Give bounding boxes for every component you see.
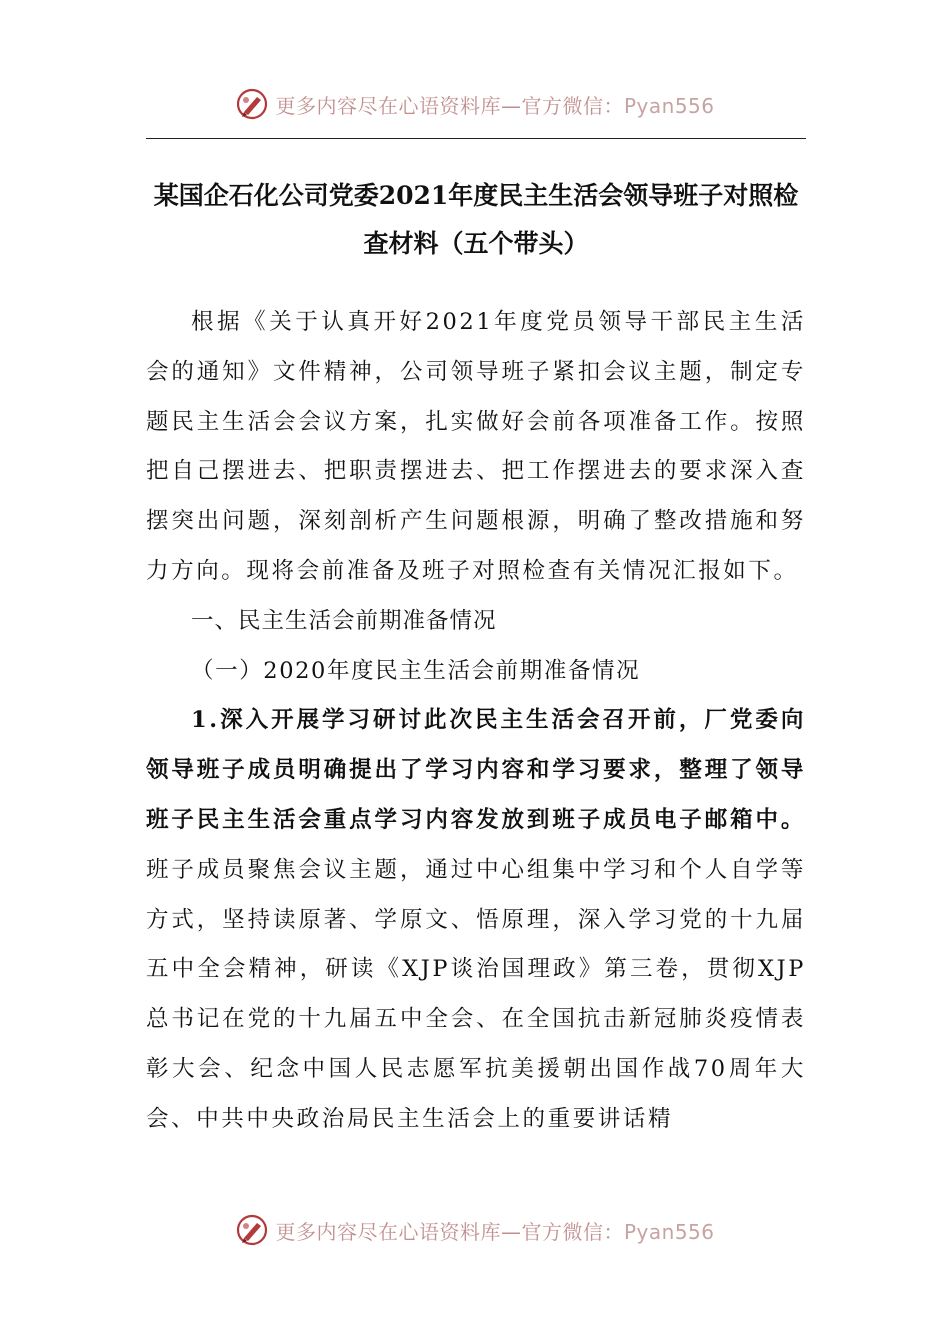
footer-watermark-banner (0, 1208, 950, 1252)
intro-paragraph: 根据《关于认真开好2021年度党员领导干部民主生活会的通知》文件精神，公司领导班子紧扣会议主题，制定专题民主生活会会议方案，扎实做好会前各项准备工作。按照把自己摆进去、把职责摆进去、把工作摆进去的要求深入查摆突出问题，深刻剖析产生问题根源，明确了整改措施和努力方向。现将会前准备及班子对照检查有关情况汇报如下。 (146, 309, 806, 584)
item-1-bold-lead: 1.深入开展学习研讨此次民主生活会召开前，厂党委向领导班子成员明确提出了学习内容和学习要求，整理了领导班子民主生活会重点学习内容发放到班子成员电子邮箱中。 (146, 707, 806, 833)
banner-text: 更多内容尽在心语资料库—官方微信：Pyan556 (275, 1219, 715, 1244)
pen-logo-icon (235, 87, 269, 121)
document-body (146, 298, 806, 1145)
item-1-body: 班子成员聚焦会议主题，通过中心组集中学习和个人自学等方式，坚持读原著、学原文、悟原理，深入学习党的十九届五中全会精神，研读《XJP谈治国理政》第三卷，贯彻XJP总书记在党的十九届五中全会、在全国抗击新冠肺炎疫情表彰大会、纪念中国人民志愿军抗美援朝出国作战70周年大会、中共中央政治局民主生活会上的重要讲话精 (146, 856, 806, 1132)
section-heading-1: 一、民主生活会前期准备情况 (191, 607, 497, 634)
banner-text: 更多内容尽在心语资料库—官方微信：Pyan556 (275, 93, 715, 118)
item-1-paragraph (146, 696, 806, 1144)
subsection-heading-1: （一）2020年度民主生活会前期准备情况 (191, 657, 641, 684)
header-watermark-banner (0, 82, 950, 126)
pen-logo-icon (235, 1213, 269, 1247)
document-title: 某国企石化公司党委2021年度民主生活会领导班子对照检查材料（五个带头） (153, 181, 799, 258)
header-divider (146, 138, 806, 139)
